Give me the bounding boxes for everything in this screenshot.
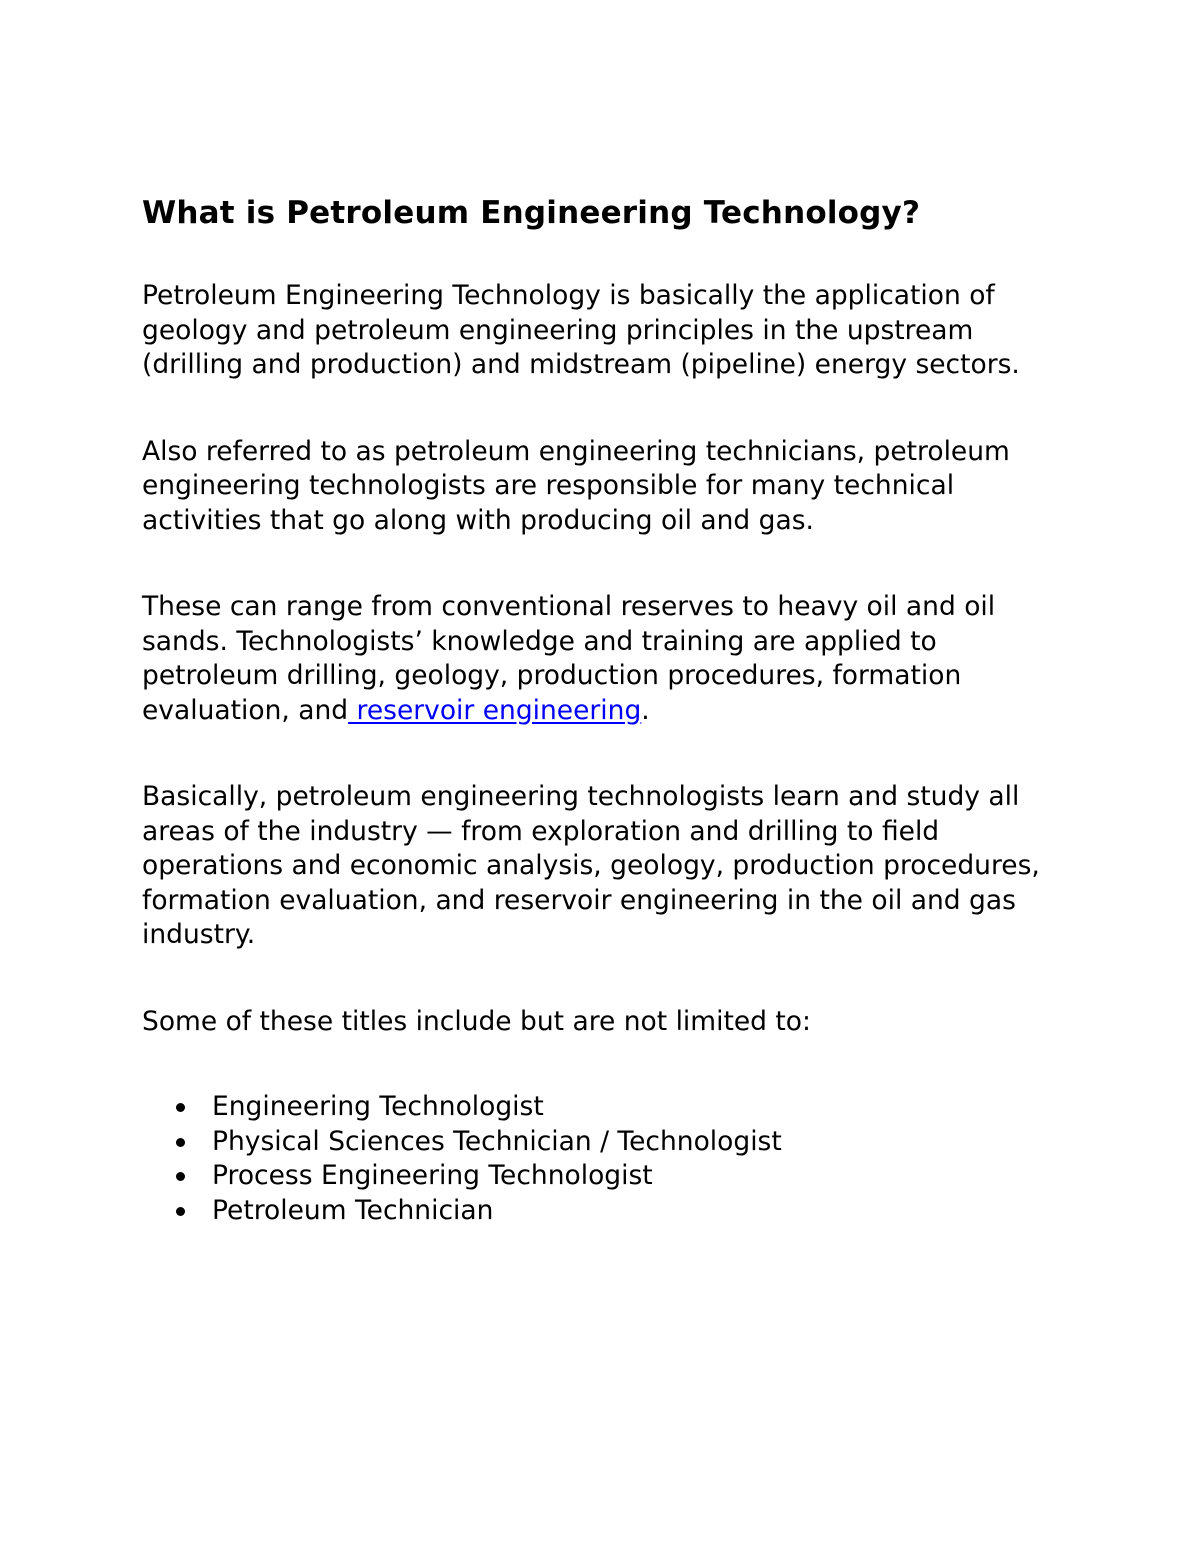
titles-list [142, 1090, 1062, 1228]
paragraph-range [142, 590, 1062, 728]
list-item-label: Physical Sciences Technician / Technologist [212, 1125, 782, 1157]
paragraph-titles-intro: Some of these titles include but are not limited to: [142, 1005, 811, 1037]
paragraph-definition: Petroleum Engineering Technology is basically the application of geology and petroleum engineering principles in the upstream (drilling and production) and midstream (pipeline) energy sectors. [142, 280, 1020, 380]
list-item-label: Process Engineering Technologist [212, 1160, 653, 1191]
list-item [142, 1125, 1062, 1160]
bullet-icon [176, 1103, 185, 1112]
document-page [142, 193, 1062, 1228]
list-item-label: Petroleum Technician [212, 1194, 494, 1226]
bullet-icon [176, 1172, 185, 1181]
paragraph-range-text: These can range from conventional reserves to heavy oil and oil sands. Technologists’ knowledge and training are applied to petroleum drilling, geology, production procedures, formation evaluation, and [142, 591, 996, 726]
paragraph-also-referred: Also referred to as petroleum engineering technicians, petroleum engineering technologists are responsible for many technical activities that go along with producing oil and gas. [142, 435, 1010, 536]
list-item [142, 1159, 1062, 1194]
bullet-icon [176, 1138, 185, 1147]
bullet-icon [176, 1207, 185, 1216]
reservoir-engineering-link[interactable]: reservoir engineering [348, 694, 642, 726]
list-item-label: Engineering Technologist [212, 1091, 544, 1122]
paragraph-range-end: . [641, 694, 650, 726]
list-item [142, 1090, 1062, 1125]
page-title: What is Petroleum Engineering Technology? [142, 195, 921, 231]
list-item [142, 1194, 1062, 1229]
paragraph-basically: Basically, petroleum engineering technologists learn and study all areas of the industry — from exploration and drilling to field operations and economic analysis, geology, production procedures, formation evaluation, and reservoir engineering in the oil and gas industry. [142, 781, 1040, 950]
